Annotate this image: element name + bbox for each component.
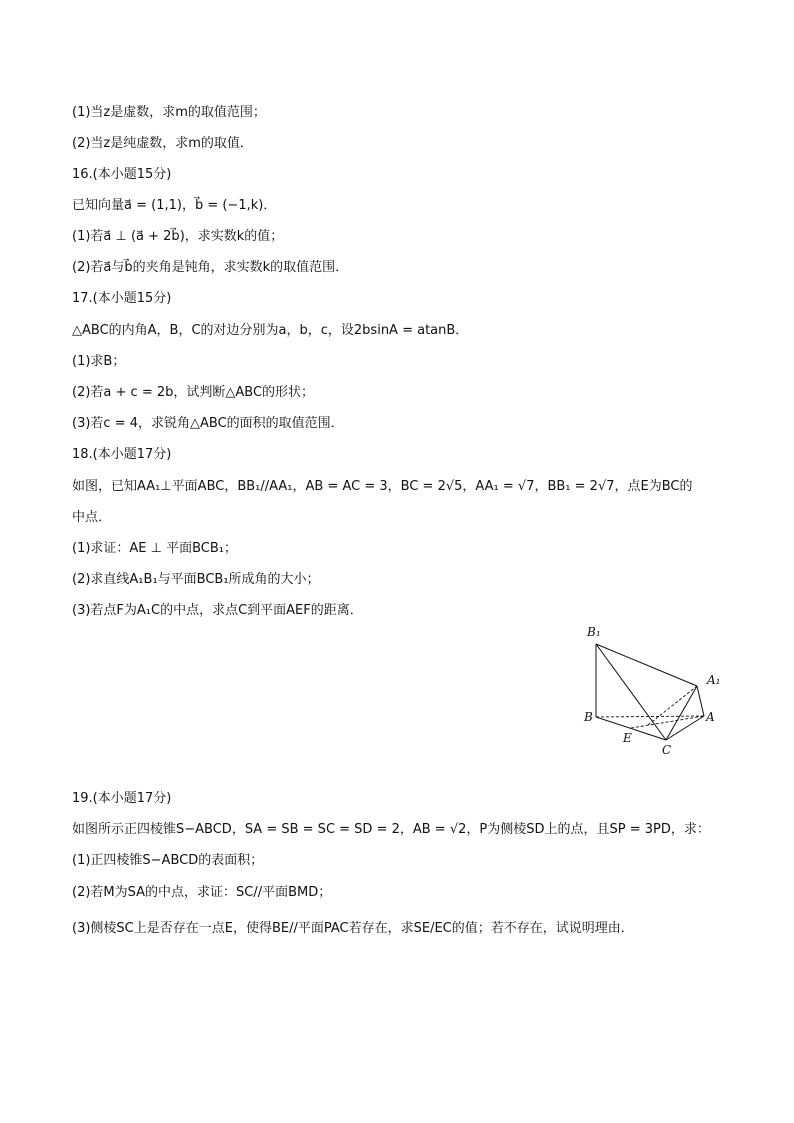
q18-part3: (3)若点F为A₁C的中点，求点C到平面AEF的距离． xyxy=(72,603,363,618)
q19-part3: (3)侧棱SC上是否存在一点E，使得BE//平面PAC若存在，求SE/EC的值；若不存在，试说明理由． xyxy=(72,921,634,936)
edge-ea-hidden xyxy=(631,716,704,728)
q15-part1: (1)当z是虚数，求m的取值范围； xyxy=(72,105,266,120)
q18-part2: (2)求直线A₁B₁与平面BCB₁所成角的大小； xyxy=(72,572,320,587)
label-b1: B₁ xyxy=(587,625,601,639)
q17-stem: △ABC的内角A，B，C的对边分别为a，b，c，设2bsinA = atanB． xyxy=(72,323,469,338)
q17-part1: (1)求B； xyxy=(72,354,126,369)
prism-diagram xyxy=(576,618,736,768)
label-e: E xyxy=(623,731,632,745)
edge-a1a xyxy=(697,686,704,716)
q15-part2: (2)当z是纯虚数，求m的取值． xyxy=(72,136,253,151)
q18-header: 18.(本小题17分) xyxy=(72,447,172,462)
q16-stem: 已知向量a⃗ = (1,1)，b⃗ = (−1,k)． xyxy=(72,198,277,213)
q16-part1: (1)若a⃗ ⊥ (a⃗ + 2b⃗)，求实数k的值； xyxy=(72,229,284,244)
edge-a1c xyxy=(666,686,697,740)
label-c: C xyxy=(662,743,672,757)
q17-header: 17.(本小题15分) xyxy=(72,291,172,306)
label-b: B xyxy=(584,710,593,724)
q17-part3: (3)若c = 4，求锐角△ABC的面积的取值范围． xyxy=(72,416,344,431)
q19-header: 19.(本小题17分) xyxy=(72,791,172,806)
label-a1: A₁ xyxy=(707,673,721,687)
q18-part1: (1)求证：AE ⊥ 平面BCB₁； xyxy=(72,541,238,556)
q18-stem-cont: 中点． xyxy=(72,510,112,525)
q16-part2: (2)若a⃗与b⃗的夹角是钝角，求实数k的取值范围． xyxy=(72,260,349,275)
q19-part2: (2)若M为SA的中点，求证：SC//平面BMD； xyxy=(72,885,332,900)
q16-header: 16.(本小题15分) xyxy=(72,167,172,182)
q18-stem: 如图，已知AA₁⊥平面ABC，BB₁//AA₁，AB = AC = 3，BC = 2√5，AA₁ = √7，BB₁ = 2√7，点E为BC的 xyxy=(72,479,693,494)
label-a: A xyxy=(706,710,715,724)
q19-part1: (1)正四棱锥S−ABCD的表面积； xyxy=(72,853,264,868)
edge-ba-hidden xyxy=(596,716,704,717)
prism-figure xyxy=(576,618,736,768)
edge-inner-hidden xyxy=(648,686,697,725)
edge-ca xyxy=(666,716,704,740)
q17-part2: (2)若a + c = 2b，试判断△ABC的形状； xyxy=(72,385,315,400)
q19-stem: 如图所示正四棱锥S−ABCD，SA = SB = SC = SD = 2，AB = √2，P为侧棱SD上的点，且SP = 3PD，求： xyxy=(72,822,710,837)
